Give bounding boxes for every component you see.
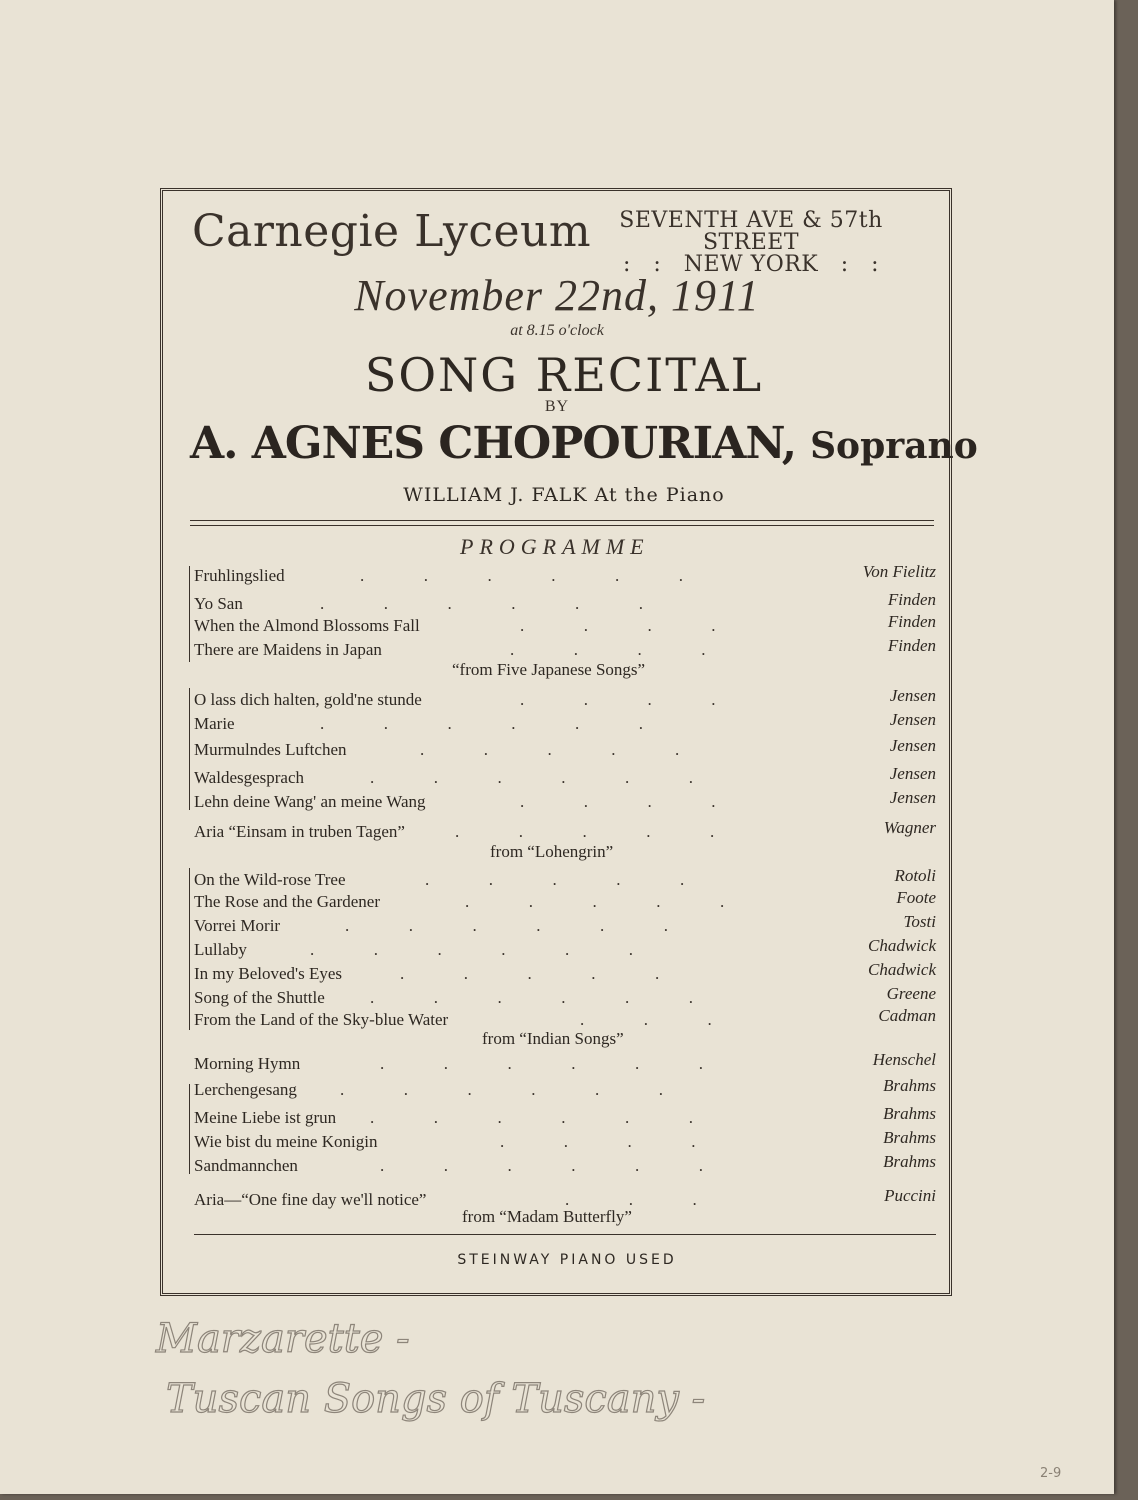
composer-name: Foote bbox=[896, 888, 936, 907]
composer-name: Finden bbox=[887, 590, 936, 609]
programme-item bbox=[194, 1076, 936, 1104]
composer-name: Chadwick bbox=[868, 960, 936, 979]
song-title: Aria “Einsam in truben Tagen” bbox=[194, 822, 405, 841]
composer-name: Cadman bbox=[878, 1006, 936, 1025]
programme-item bbox=[194, 764, 936, 792]
event-title: SONG RECITAL bbox=[364, 348, 764, 402]
handwritten-line-2: Tuscan Songs of Tuscany - bbox=[166, 1376, 706, 1422]
address-line-1: SEVENTH AVE & 57th STREET bbox=[619, 208, 883, 255]
leader-dots: . . . . . . bbox=[380, 1156, 703, 1175]
composer-name: Chadwick bbox=[868, 936, 936, 955]
leader-dots: . . . . bbox=[510, 640, 706, 659]
song-title: Fruhlingslied bbox=[194, 566, 285, 585]
composer-name: Brahms bbox=[883, 1076, 936, 1095]
leader-dots: . . . . bbox=[520, 690, 716, 709]
leader-dots: . . . . . bbox=[455, 822, 715, 841]
composer-name: Jensen bbox=[889, 686, 936, 705]
header-rule-bottom bbox=[190, 525, 934, 526]
programme-note: “from Five Japanese Songs” bbox=[452, 660, 646, 679]
composer-name: Von Fielitz bbox=[862, 562, 936, 581]
song-title: Morning Hymn bbox=[194, 1054, 301, 1073]
programme-item bbox=[194, 866, 936, 894]
event-time: at 8.15 o'clock bbox=[510, 322, 604, 339]
programme-item bbox=[194, 1104, 936, 1132]
archive-number: 2-9 bbox=[1040, 1466, 1062, 1481]
group-bracket-brahms bbox=[189, 1084, 190, 1174]
song-title: Vorrei Morir bbox=[194, 916, 281, 935]
song-title: From the Land of the Sky-blue Water bbox=[194, 1010, 449, 1029]
leader-dots: . . . . . . bbox=[320, 594, 643, 613]
song-title: When the Almond Blossoms Fall bbox=[194, 616, 420, 635]
composer-name: Finden bbox=[887, 612, 936, 631]
composer-name: Greene bbox=[886, 984, 936, 1003]
leader-dots: . . . . . . bbox=[380, 1054, 703, 1073]
composer-name: Henschel bbox=[872, 1050, 936, 1069]
programme-item bbox=[194, 562, 936, 590]
leader-dots: . . . . . . bbox=[345, 916, 668, 935]
song-title: Marie bbox=[194, 714, 235, 733]
programme-item bbox=[194, 686, 936, 714]
programme-item bbox=[194, 888, 936, 916]
composer-name: Brahms bbox=[883, 1152, 936, 1171]
programme-item bbox=[194, 612, 936, 640]
song-title: The Rose and the Gardener bbox=[194, 892, 380, 911]
leader-dots: . . . . . bbox=[425, 870, 685, 889]
composer-name: Finden bbox=[887, 636, 936, 655]
programme-item bbox=[194, 912, 936, 940]
programme-item bbox=[194, 960, 936, 988]
event-date: November 22nd, 1911 bbox=[354, 271, 760, 320]
performer bbox=[190, 418, 978, 469]
programme-heading: PROGRAMME bbox=[460, 534, 650, 559]
song-title: Aria—“One fine day we'll notice” bbox=[194, 1190, 427, 1209]
group-bracket-english bbox=[189, 868, 190, 1030]
composer-name: Jensen bbox=[889, 710, 936, 729]
leader-dots: . . . . bbox=[500, 1132, 696, 1151]
composer-name: Brahms bbox=[883, 1104, 936, 1123]
programme-item bbox=[194, 736, 936, 764]
composer-name: Wagner bbox=[883, 818, 936, 837]
composer-name: Tosti bbox=[903, 912, 936, 931]
address-line-2: : : NEW YORK : : bbox=[622, 252, 880, 277]
leader-dots: . . . . . . bbox=[370, 988, 693, 1007]
programme-item bbox=[194, 1152, 936, 1180]
song-title: On the Wild-rose Tree bbox=[194, 870, 346, 889]
programme-item bbox=[194, 590, 936, 618]
leader-dots: . . . . . . bbox=[360, 566, 683, 585]
song-title: O lass dich halten, gold'ne stunde bbox=[194, 690, 422, 709]
pianist-credit: WILLIAM J. FALK At the Piano bbox=[403, 484, 725, 506]
song-title: Meine Liebe ist grun bbox=[194, 1108, 337, 1127]
by-label: BY bbox=[544, 398, 570, 415]
leader-dots: . . . bbox=[580, 1010, 712, 1029]
leader-dots: . . . . . . bbox=[340, 1080, 663, 1099]
song-title: Lerchengesang bbox=[194, 1080, 297, 1099]
song-title: Yo San bbox=[194, 594, 243, 613]
song-title: Lullaby bbox=[194, 940, 247, 959]
performer-name: A. AGNES CHOPOURIAN, bbox=[190, 418, 797, 469]
performer-voice: Soprano bbox=[810, 425, 978, 467]
leader-dots: . . . . . . bbox=[370, 1108, 693, 1127]
piano-credit: STEINWAY PIANO USED bbox=[457, 1252, 677, 1268]
venue-address bbox=[568, 210, 934, 276]
leader-dots: . . . . . . bbox=[370, 768, 693, 787]
composer-name: Puccini bbox=[884, 1186, 936, 1205]
composer-name: Jensen bbox=[889, 788, 936, 807]
song-title: Sandmannchen bbox=[194, 1156, 298, 1175]
song-title: Song of the Shuttle bbox=[194, 988, 325, 1007]
composer-name: Jensen bbox=[889, 764, 936, 783]
programme-item bbox=[194, 1050, 936, 1078]
leader-dots: . . . . . bbox=[420, 740, 680, 759]
handwritten-line-1: Marzarette - bbox=[156, 1316, 410, 1362]
programme-note: from “Indian Songs” bbox=[482, 1029, 624, 1048]
venue-name: Carnegie Lyceum bbox=[192, 206, 592, 257]
song-title: In my Beloved's Eyes bbox=[194, 964, 343, 983]
programme-item bbox=[194, 984, 936, 1012]
programme-note: from “Madam Butterfly” bbox=[462, 1207, 632, 1226]
programme-item bbox=[194, 936, 936, 964]
programme-note: from “Lohengrin” bbox=[490, 842, 614, 861]
header-rule-top bbox=[190, 520, 934, 521]
song-title: Murmulndes Luftchen bbox=[194, 740, 347, 759]
programme-item bbox=[194, 710, 936, 738]
song-title: Lehn deine Wang' an meine Wang bbox=[194, 792, 426, 811]
composer-name: Rotoli bbox=[894, 866, 936, 885]
song-title: There are Maidens in Japan bbox=[194, 640, 382, 659]
leader-dots: . . . . . . bbox=[320, 714, 643, 733]
song-title: Wie bist du meine Konigin bbox=[194, 1132, 378, 1151]
footer-rule bbox=[194, 1234, 936, 1235]
programme-item bbox=[194, 1128, 936, 1156]
group-bracket-jensen bbox=[189, 688, 190, 810]
leader-dots: . . . . . bbox=[465, 892, 725, 911]
composer-name: Brahms bbox=[883, 1128, 936, 1147]
leader-dots: . . . . . . bbox=[310, 940, 633, 959]
song-title: Waldesgesprach bbox=[194, 768, 305, 787]
composer-name: Jensen bbox=[889, 736, 936, 755]
programme-item bbox=[194, 788, 936, 816]
leader-dots: . . . . . bbox=[400, 964, 660, 983]
handwritten-annotation bbox=[148, 1300, 768, 1440]
leader-dots: . . . bbox=[565, 1190, 697, 1209]
leader-dots: . . . . bbox=[520, 616, 716, 635]
leader-dots: . . . . bbox=[520, 792, 716, 811]
group-bracket-finden bbox=[189, 566, 190, 662]
